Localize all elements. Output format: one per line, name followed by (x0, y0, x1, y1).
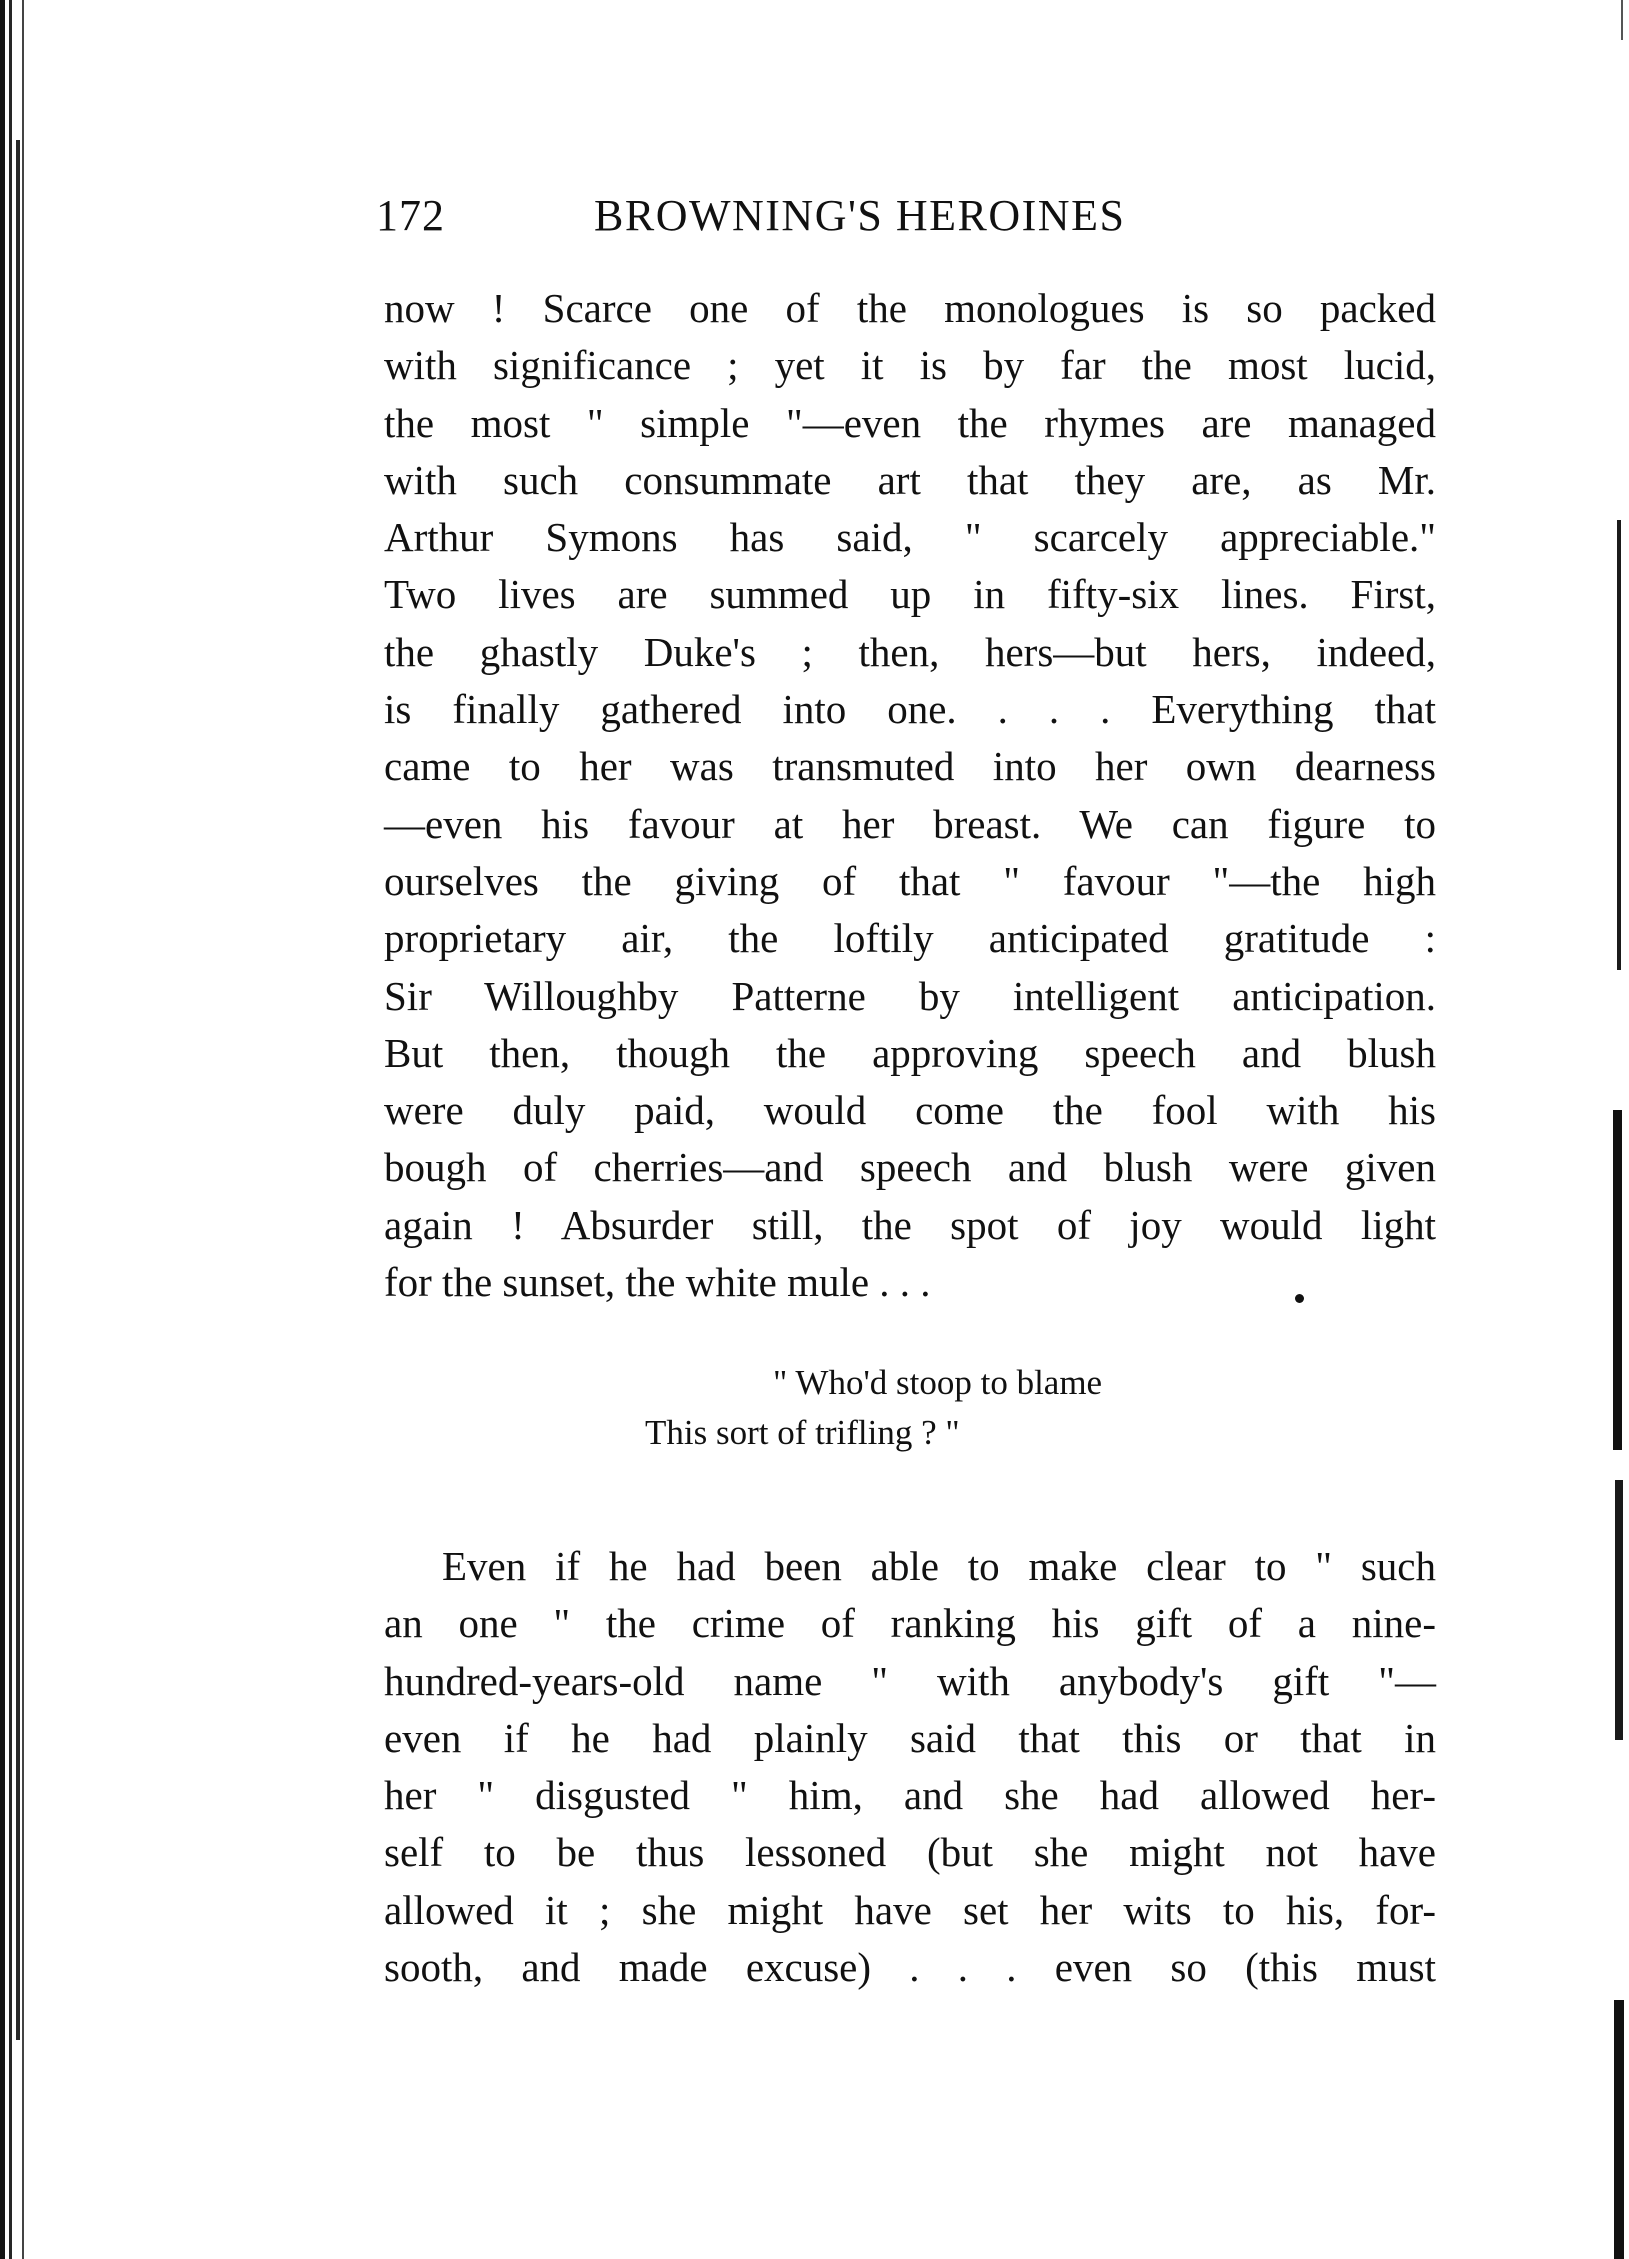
text-line: now ! Scarce one of the monologues is so packed (384, 285, 1436, 331)
text-line: with significance ; yet it is by far the most lucid, (384, 342, 1436, 389)
text-line: ourselves the giving of that " favour "—the high (384, 857, 1436, 904)
text-line: sooth, and made excuse) . . . even so (this must (384, 1944, 1436, 1991)
text-line: Even if he had been able to make clear to " such (442, 1543, 1436, 1589)
text-line: is finally gathered into one. . . . Everything that (384, 686, 1436, 733)
ink-speck (1295, 1294, 1304, 1303)
right-page-edge (1599, 0, 1629, 2259)
text-line: Two lives are summed up in fifty-six lines. First, (384, 571, 1436, 618)
text-line: the most " simple "—even the rhymes are managed (384, 399, 1436, 446)
text-line: with such consummate art that they are, as Mr. (384, 456, 1436, 503)
text-line: the ghastly Duke's ; then, hers—but hers, indeed, (384, 628, 1436, 675)
text-line: Arthur Symons has said, " scarcely appreciable." (384, 514, 1436, 561)
text-line: Sir Willoughby Patterne by intelligent anticipation. (384, 972, 1436, 1019)
text-line: were duly paid, would come the fool with his (384, 1087, 1436, 1134)
quote-line: " Who'd stoop to blame (773, 1363, 1103, 1402)
left-page-edge (0, 0, 34, 2259)
text-line: again ! Absurder still, the spot of joy would light (384, 1201, 1436, 1248)
text-line: proprietary air, the loftily anticipated gratitude : (384, 915, 1436, 962)
paragraph (384, 1538, 1436, 1996)
page-number: 172 (376, 191, 445, 240)
text-line: But then, though the approving speech and blush (384, 1029, 1436, 1076)
block-quote (645, 1358, 1102, 1458)
paragraph-continued (384, 280, 1436, 1311)
text-line: came to her was transmuted into her own dearness (384, 743, 1436, 790)
running-header (376, 186, 1436, 246)
running-title: BROWNING'S HEROINES (594, 191, 1126, 240)
text-line: an one " the crime of ranking his gift of a nine- (384, 1600, 1436, 1647)
quote-line: This sort of trifling ? " (645, 1413, 960, 1452)
text-line: bough of cherries—and speech and blush were given (384, 1144, 1436, 1191)
text-line: hundred-years-old name " with anybody's gift "— (384, 1657, 1436, 1704)
text-line: —even his favour at her breast. We can figure to (384, 800, 1436, 847)
text-line: her " disgusted " him, and she had allowed her- (384, 1772, 1436, 1819)
text-line: allowed it ; she might have set her wits to his, for- (384, 1886, 1436, 1933)
text-line: for the sunset, the white mule . . . (384, 1259, 931, 1306)
text-line: self to be thus lessoned (but she might not have (384, 1829, 1436, 1876)
text-line: even if he had plainly said that this or that in (384, 1714, 1436, 1761)
